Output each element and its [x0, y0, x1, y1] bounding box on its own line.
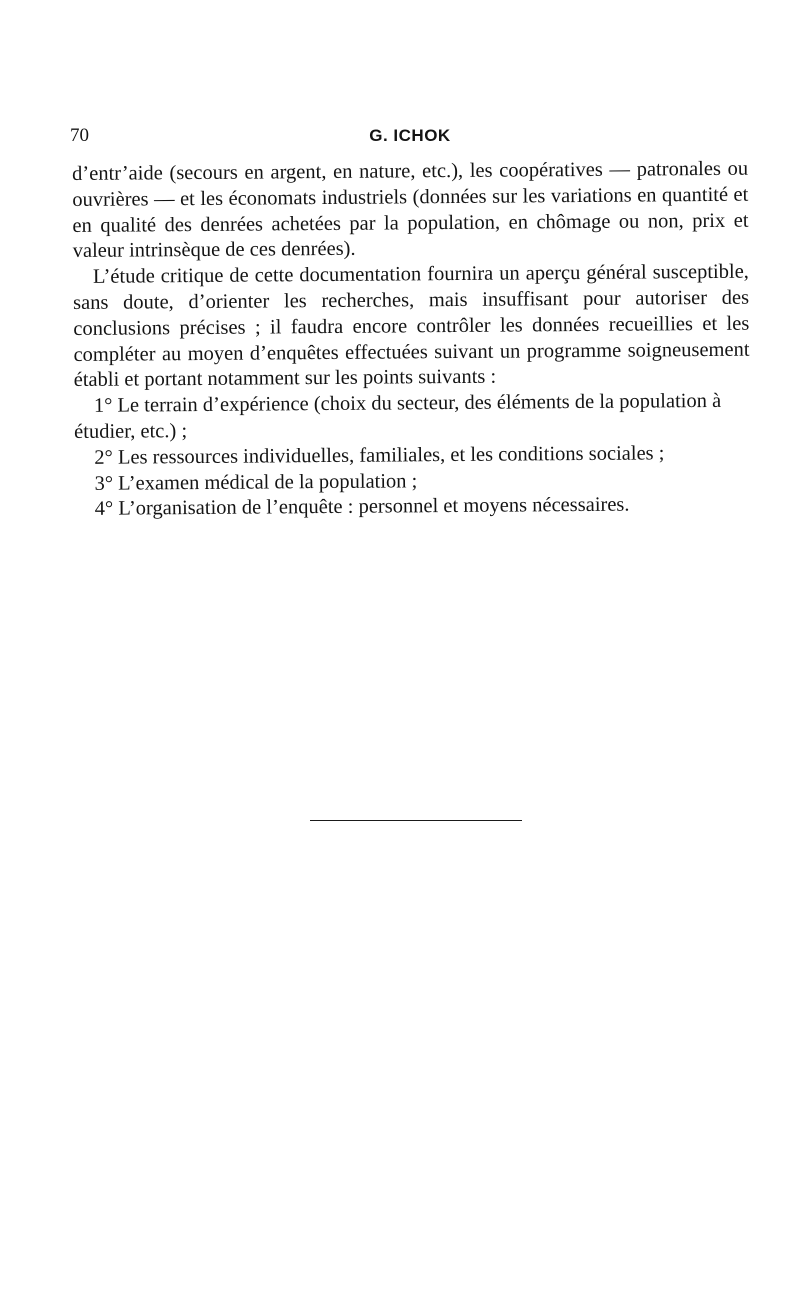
running-header: [70, 124, 750, 148]
paragraph-continuation: d’entr’aide (secours en argent, en nature, etc.), les coopératives — patronales ou ouvrières — et les économats industriels (données sur les variations en quantité et en qualité des denrées achetées par la population, en chômage ou non, prix et valeur intrinsèque de ces denrées).: [72, 157, 749, 263]
body-text: [72, 157, 751, 523]
list-item-ressources: 2° Les ressources individuelles, familiales, et les conditions sociales ;: [94, 442, 665, 469]
end-rule: [310, 820, 522, 821]
list-item-terrain: 1° Le terrain d’expérience (choix du secteur, des éléments de la population à étudier, etc.) ;: [74, 390, 722, 443]
list-item-examen: 3° L’examen médical de la population ;: [94, 469, 418, 495]
paragraph-study: L’étude critique de cette documentation fournira un aperçu général susceptible, sans doute, d’orienter les recherches, mais insuffisant pour autoriser des conclusions précises ; il faudra encore contrôler les données recueillies et les compléter au moyen d’enquêtes effectuées suivant un programme soigneusement établi et portant notamment sur les points suivants :: [73, 260, 750, 392]
list-item-organisation: 4° L’organisation de l’enquête : personnel et moyens nécessaires.: [94, 493, 630, 521]
running-header-author: G. ICHOK: [369, 126, 451, 145]
page-number: 70: [70, 125, 89, 146]
